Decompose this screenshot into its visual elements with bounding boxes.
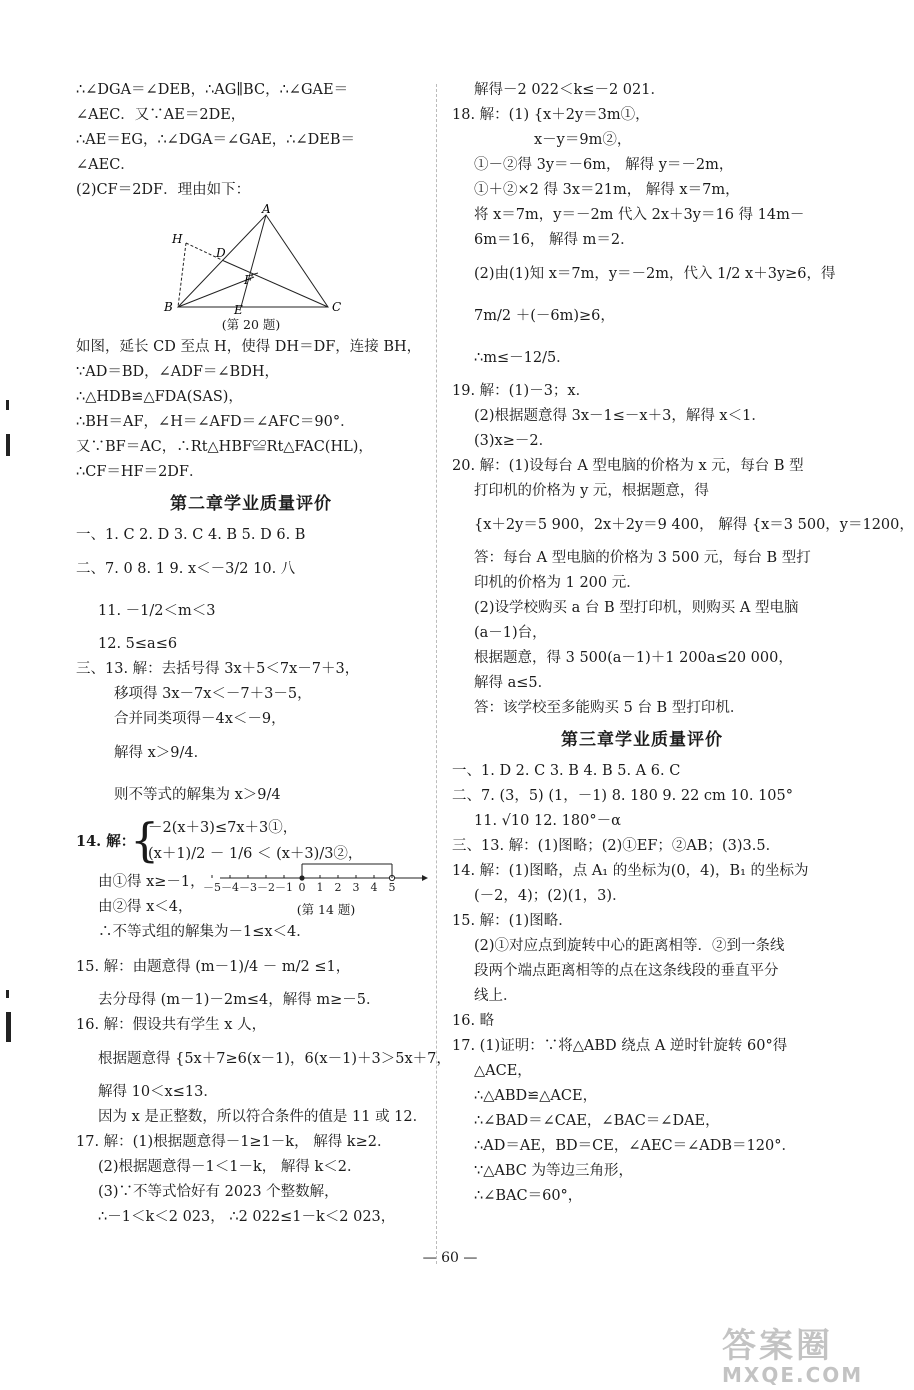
answer-line: 18. 解：(1) {x＋2y＝3m①，: [452, 107, 650, 123]
answer-line: 7m/2 ＋(－6m)≥6，: [474, 308, 615, 324]
answer-line: 段两个端点距离相等的点在这条线段的垂直平分: [474, 963, 779, 979]
answer-line: 由①得 x≥－1，: [98, 874, 205, 890]
page-number: — 60 —: [422, 1250, 478, 1266]
brace: {: [130, 813, 160, 867]
label-d: D: [216, 246, 226, 260]
watermark-text: 答案圈: [722, 1326, 833, 1366]
text-line: ∠AEC．: [76, 157, 135, 173]
answer-line: (2)设学校购买 a 台 B 型打印机，则购买 A 型电脑: [474, 600, 799, 616]
answer-line: 16. 略: [452, 1013, 495, 1029]
answer-line: 15. 解：(1)图略．: [452, 913, 573, 929]
answer-line: x－y＝9m②，: [534, 132, 632, 148]
answer-line: ∵△ABC 为等边三角形，: [474, 1163, 633, 1179]
label-a: A: [262, 202, 271, 216]
answer-line: (2)①对应点到旋转中心的距离相等．②到一条线: [474, 938, 785, 954]
answer-line: ∴△ABD≌△ACE，: [474, 1088, 598, 1104]
answer-line: 印机的价格为 1 200 元．: [474, 575, 641, 591]
tick-label: 4: [370, 881, 378, 894]
label-h: H: [172, 232, 183, 246]
answer-line: 则不等式的解集为 x＞9/4: [114, 787, 281, 803]
left-column: [76, 78, 451, 1230]
answer-line: 答：每台 A 型电脑的价格为 3 500 元，每台 B 型打: [474, 550, 811, 566]
answer-line: 线上．: [474, 988, 518, 1004]
figure-20: [76, 203, 426, 315]
scan-mark: [6, 1012, 11, 1042]
answer-line: 11. √10 12. 180°－α: [474, 813, 621, 829]
q14-solution: [76, 870, 426, 946]
answer-line: ①＋②×2 得 3x＝21m， 解得 x＝7m，: [474, 182, 740, 198]
answer-line: 解得 x＞9/4．: [114, 745, 209, 761]
answer-line: 去分母得 (m－1)－2m≤4，解得 m≥－5．: [98, 992, 381, 1008]
watermark-logo: [722, 1318, 892, 1387]
answer-line: 19. 解：(1)－3；x．: [452, 383, 591, 399]
scan-mark: [6, 990, 9, 998]
text-line: ∴CF＝HF＝2DF．: [76, 464, 204, 480]
scan-mark: [6, 434, 10, 456]
answer-line: 二、7. (3，5) (1，－1) 8. 180 9. 22 cm 10. 105°: [452, 788, 793, 804]
q14-eq2: (x＋1)/2 － 1/6 ＜ (x＋3)/3②，: [148, 846, 363, 862]
answer-line: 根据题意，得 3 500(a－1)＋1 200a≤20 000，: [474, 650, 793, 666]
text-line: 又∵BF＝AC，∴Rt△HBF≌Rt△FAC(HL)，: [76, 439, 373, 455]
chapter-title: 第三章学业质量评价: [561, 730, 723, 750]
answer-line: 由②得 x＜4，: [98, 899, 193, 915]
tick-label: 3: [352, 881, 360, 894]
label-c: C: [332, 300, 342, 314]
text-line: ∴AE＝EG，∴∠DGA＝∠GAE，∴∠DEB＝: [76, 132, 356, 148]
answer-line: 6m＝16， 解得 m＝2．: [474, 232, 635, 248]
figure-caption: (第 20 题): [221, 317, 281, 332]
answer-line: ∴－1＜k＜2 023， ∴2 022≤1－k＜2 023，: [98, 1209, 396, 1225]
q14-eq1: －2(x＋3)≤7x＋3①，: [148, 820, 298, 836]
label-e: E: [234, 303, 243, 317]
tick-label: －4: [221, 881, 239, 894]
answer-line: ∴AD＝AE，BD＝CE，∠AEC＝∠ADB＝120°．: [474, 1138, 796, 1154]
answer-line: 解得 a≤5．: [474, 675, 553, 691]
text-line: ∠AEC．又∵AE＝2DE，: [76, 107, 246, 123]
tick-label: －2: [257, 881, 275, 894]
answer-line: 12. 5≤a≤6: [98, 636, 178, 652]
answer-line: 根据题意得 {5x＋7≥6(x－1)，6(x－1)＋3＞5x＋7，: [98, 1051, 451, 1067]
triangle-diagram: [76, 203, 426, 315]
answer-line: {x＋2y＝5 900，2x＋2y＝9 400， 解得 {x＝3 500，y＝1200，: [474, 517, 914, 533]
answer-line: ∴不等式组的解集为－1≤x＜4．: [98, 924, 311, 940]
label-b: B: [164, 300, 173, 314]
text-line: ∴∠DGA＝∠DEB，∴AG∥BC，∴∠GAE＝: [76, 82, 349, 98]
answer-line: 15. 解：由题意得 (m－1)/4 － m/2 ≤1，: [76, 959, 351, 975]
answer-line: 因为 x 是正整数，所以符合条件的值是 11 或 12．: [98, 1109, 428, 1125]
answer-line: 三、13. 解：(1)图略；(2)①EF；②AB；(3)3.5．: [452, 838, 781, 854]
tick-label: －1: [275, 881, 293, 894]
answer-line: 16. 解：假设共有学生 x 人，: [76, 1017, 267, 1033]
answer-line: ①－②得 3y＝－6m， 解得 y＝－2m，: [474, 157, 734, 173]
q14-label: 14. 解：: [76, 833, 136, 850]
answer-line: (－2，4)；(2)(1，3)．: [474, 888, 627, 904]
tick-label: 0: [298, 881, 306, 894]
figure-caption: (第 14 题): [296, 902, 356, 917]
answer-line: 将 x＝7m，y＝－2m 代入 2x＋3y＝16 得 14m－: [474, 207, 805, 223]
answer-line: (2)由(1)知 x＝7m，y＝－2m，代入 1/2 x＋3y≥6，得: [474, 266, 836, 282]
answer-line: (a－1)台，: [474, 625, 547, 641]
answer-line: 三、13. 解：去括号得 3x＋5＜7x－7＋3，: [76, 661, 360, 677]
answer-line: 解得－2 022＜k≤－2 021．: [474, 82, 665, 98]
text-line: 如图，延长 CD 至点 H，使得 DH＝DF，连接 BH，: [76, 339, 422, 355]
answer-line: 移项得 3x－7x＜－7＋3－5，: [114, 686, 312, 702]
tick-label: 1: [316, 881, 324, 894]
tick-label: －5: [203, 881, 221, 894]
answer-line: 答：该学校至多能购买 5 台 B 型打印机．: [474, 700, 745, 716]
answer-line: 17. (1)证明：∵将△ABD 绕点 A 逆时针旋转 60°得: [452, 1038, 788, 1054]
scan-mark: [6, 400, 9, 410]
answer-line: 20. 解：(1)设每台 A 型电脑的价格为 x 元，每台 B 型: [452, 458, 804, 474]
tick-label: 5: [388, 881, 396, 894]
answer-line: 解得 10＜x≤13．: [98, 1084, 218, 1100]
text-line: ∴△HDB≌△FDA(SAS)，: [76, 389, 243, 405]
answer-line: ∴∠BAD＝∠CAE，∠BAC＝∠DAE，: [474, 1113, 720, 1129]
text-line: ∵AD＝BD，∠ADF＝∠BDH，: [76, 364, 279, 380]
answer-line: 打印机的价格为 y 元，根据题意，得: [474, 483, 709, 499]
right-column: [452, 78, 914, 1209]
answer-line: △ACE，: [474, 1063, 532, 1079]
answer-line: 17. 解：(1)根据题意得－1≥1－k， 解得 k≥2．: [76, 1134, 392, 1150]
text-line: (2)CF＝2DF．理由如下：: [76, 182, 251, 198]
answer-line: ∴m≤－12/5．: [474, 350, 571, 366]
chapter-title: 第二章学业质量评价: [170, 494, 332, 514]
answer-line: 14. 解：(1)图略，点 A₁ 的坐标为(0，4)，B₁ 的坐标为: [452, 863, 809, 879]
answer-line: ∴∠BAC＝60°，: [474, 1188, 583, 1204]
answer-line: 合并同类项得－4x＜－9，: [114, 711, 286, 727]
label-f: F: [244, 273, 253, 287]
text-line: ∴BH＝AF，∠H＝∠AFD＝∠AFC＝90°．: [76, 414, 355, 430]
answer-line: (3)∵不等式恰好有 2023 个整数解，: [98, 1184, 339, 1200]
answer-line: 一、1. D 2. C 3. B 4. B 5. A 6. C: [452, 763, 681, 779]
tick-label: －3: [239, 881, 257, 894]
watermark-url: MXQE.COM: [722, 1363, 864, 1387]
answer-line: 一、1. C 2. D 3. C 4. B 5. D 6. B: [76, 527, 306, 543]
tick-label: 2: [334, 881, 342, 894]
answer-line: (2)根据题意得 3x－1≤－x＋3，解得 x＜1．: [474, 408, 766, 424]
answer-line: (2)根据题意得－1＜1－k， 解得 k＜2．: [98, 1159, 362, 1175]
answer-line: 二、7. 0 8. 1 9. x＜－3/2 10. 八: [76, 561, 296, 577]
answer-line: (3)x≥－2．: [474, 433, 554, 449]
answer-line: 11. －1/2＜m＜3: [98, 603, 216, 619]
column-divider: [436, 84, 437, 1264]
